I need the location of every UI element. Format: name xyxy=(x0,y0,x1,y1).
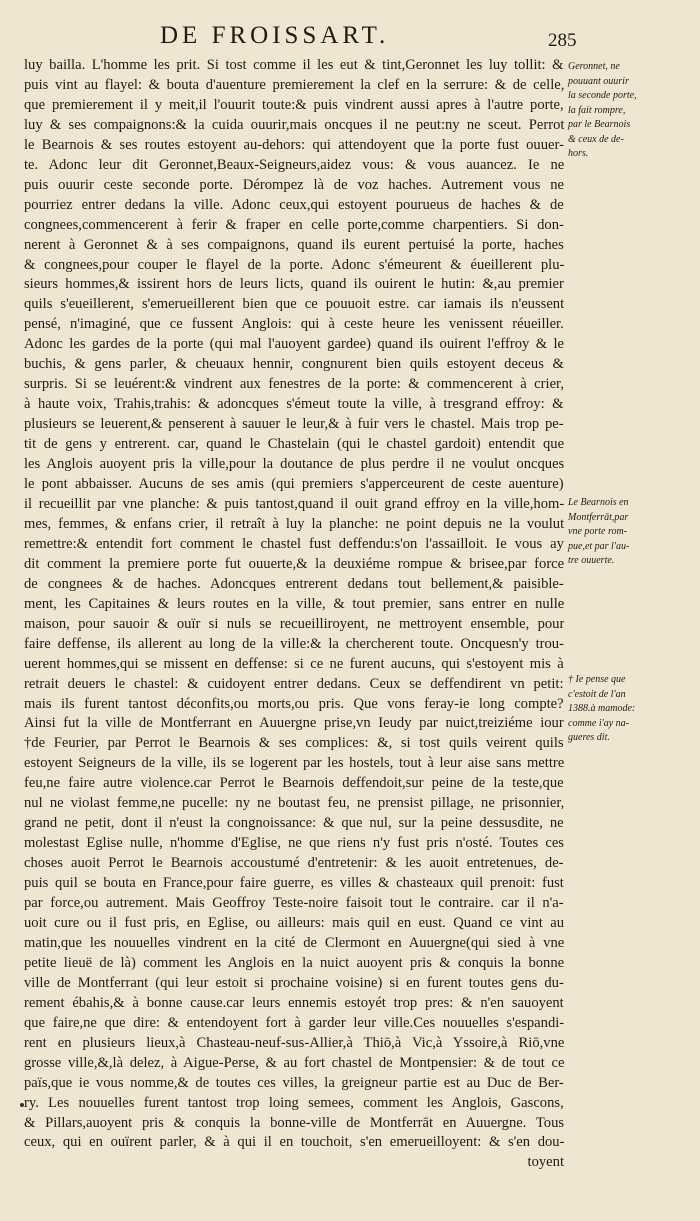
text-line: puis quil se bouta en France,pour faire guerre, es villes & chasteaux quil prenoit: fust xyxy=(24,875,564,892)
margin-note-line: comme i'ay na- xyxy=(568,717,630,729)
text-line: uoit cure ou il fust pris, en Eglise, ou ailleurs: mais quil en eust. Quand ce vint au xyxy=(24,914,564,931)
ink-speck xyxy=(20,1103,24,1107)
text-line: ry. Les nouuelles furent tantost trop loing semees, comment les Anglois, Gascons, xyxy=(24,1094,564,1111)
text-line: grosse ville,&,là delez, à Aigue-Perse, & au fort chastel de Montpensier: & de tout ce xyxy=(24,1054,564,1071)
text-line: il recueillit par vne planche: & puis tantost,quand il ouit grand effroy en la ville,hom- xyxy=(24,495,564,512)
text-line: toyent xyxy=(527,1154,564,1171)
margin-note-line: Le Bearnois en xyxy=(568,497,629,508)
margin-note-line: vne porte rom- xyxy=(568,526,628,537)
margin-note-line: c'estoit de l'an xyxy=(568,688,626,700)
text-line: remettre:& entendit fort comment le chastel fust deffendu:s'on l'assailloit. Ie vous ay xyxy=(24,535,564,552)
text-line: retrait deuers le chastel: & cuidoyent entrer dedans. Ceux se deffendirent vn petit: xyxy=(24,675,564,692)
margin-note-date xyxy=(568,673,686,746)
text-line: †de Feurier, par Perrot le Bearnois & ses complices: &, si tost quils veirent quils xyxy=(24,735,564,752)
margin-note-line: Montferrāt,par xyxy=(568,511,629,523)
margin-note-montferrant xyxy=(568,496,686,569)
text-line: tit de gens y entrerent. car, quand le Chastelain (qui le chastel gardoit) entendit que xyxy=(24,436,564,453)
margin-note-line: & ceux de de- xyxy=(568,133,624,145)
text-line: & Pillars,auoyent pris & conquis la bonne-ville de Montferrāt en Auuergne. Tous xyxy=(24,1114,564,1131)
text-line: grand ne petit, dont il n'eust la congnoissance: & que nul, sur la peine dessusdite, ne xyxy=(24,815,564,832)
text-line: que premierement il y meit,il l'ouurit toute:& puis vindrent aussi apres à l'autre porte, xyxy=(24,96,564,113)
margin-note-geronnet xyxy=(568,60,686,162)
text-line: faire deffense, ils allerent au long de la ville:& la chercherent toute. Oncquesn'y trou- xyxy=(24,635,564,652)
text-line: Ainsi fut la ville de Montferrant en Auuergne prise,vn Ieudy par nuict,treiziéme iour xyxy=(24,715,564,732)
text-line: surpris. Si se leuérent:& vindrent aux fenestres de la porte: & commencerent à crier, xyxy=(24,376,564,393)
text-line: plusieurs se leuerent,& penserent à sauuer le leur,& à fuir vers le chastel. Mais trop pe- xyxy=(24,416,564,433)
body-text xyxy=(24,56,564,1173)
text-line: choses auoit Perrot le Bearnois accoustumé d'entretenir: & les auoit entretenues, de- xyxy=(24,855,564,872)
margin-note-line: hors. xyxy=(568,148,589,159)
text-line: mes, femmes, & enfans crier, il retraît à luy la planche: ne point depuis ne la voulut xyxy=(24,515,564,532)
margin-note-line: tre ouuerte. xyxy=(568,555,615,566)
text-line: le pont abbaisser. Aucuns de ses amis (qui premiers s'apperceurent de ceste auenture) xyxy=(24,476,564,493)
text-line: les Anglois auoyent pris la ville,pour la doutance de plus perdre il ne voulut oncques xyxy=(24,456,564,473)
text-line: & congnees,pour couper le flayel de la porte. Adonc s'émeurent & éueillerent plu- xyxy=(24,256,564,273)
text-line: pensé, n'imaginé, que ce fussent Anglois: qui à ceste heure les venissent réueiller. xyxy=(24,316,564,333)
text-line: ceux, qui en ouïrent parler, & à qui il en touchoit, s'en emerueilloyent: & s'en dou- xyxy=(24,1134,564,1151)
text-line: uerent hommes,qui se missent en deffense: si ce ne furent aucuns, qui s'estoyent mis à xyxy=(24,655,564,672)
margin-note-line: la fait rompre, xyxy=(568,104,626,116)
text-line: sieurs hommes,& issirent hors de leurs licts, quand ils ouirent le hutin: &,au premier xyxy=(24,276,564,293)
text-line: maison, pour sauoir & ouïr si nuls se recueilliroyent, ne mettroyent ensemble, pour xyxy=(24,615,564,632)
margin-note-line: la seconde porte, xyxy=(568,90,637,101)
text-line: ment, les Capitaines & leurs routes en la ville, & tout premier, sans entrer en nulle xyxy=(24,595,564,612)
text-line: dit comment la premiere porte fut ouuerte,& la deuxiéme rompue & brisee,par force xyxy=(24,555,564,572)
margin-note-line: pouuant ouurir xyxy=(568,75,629,87)
text-line: molestast Eglise nulle, n'homme d'Eglise, ne que riens n'y fust pris n'osté. Toutes ces xyxy=(24,835,564,852)
running-head: DE FROISSART. xyxy=(160,22,390,49)
text-line: estoyent Seigneurs de la ville, ils se logerent par les hostels, tout à leur aise sans mettre xyxy=(24,755,564,772)
text-line: feu,ne faire autre violence.car Perrot le Bearnois deffendoit,sur peine de la teste,que xyxy=(24,775,564,792)
margin-note-line: † Ie pense que xyxy=(568,674,626,685)
margin-note-line: Geronnet, ne xyxy=(568,61,620,72)
text-line: pourriez entrer dedans la ville. Adonc ceux,qui estoyent pourueus de haches & de xyxy=(24,196,564,213)
text-line: petite lieuë de là) comment les Anglois en la nuict auoyent pris & conquis la bonne xyxy=(24,954,564,971)
text-line: puis vint au flayel: & bouta d'auenture premierement la clef en la serrure: & de celle, xyxy=(24,76,564,93)
text-line: matin,que les nouuelles vindrent en la cité de Clermont en Auuergne(qui sied à vne xyxy=(24,934,564,951)
margin-note-line: 1388.à mamode: xyxy=(568,703,636,714)
text-line: luy bailla. L'homme les prit. Si tost comme il les eut & tint,Geronnet les luy tollit: & xyxy=(24,57,564,73)
text-line: à haute voix, Trahis,trahis: & adoncques s'émeut toute la ville, à tresgrand effroy: & xyxy=(24,396,564,413)
text-line: puis ouurir ceste seconde porte. Dérompez là de voz haches. Autrement vous ne xyxy=(24,176,564,193)
text-line: mais ils furent tantost déconfits,ou morts,ou pris. Que vons feray-ie long compte? xyxy=(24,695,564,712)
text-line: luy & ses compaignons:& la cuida ouurir,mais oncques il ne peut:ny ne sceut. Perrot xyxy=(24,116,564,133)
margin-note-line: gueres dit. xyxy=(568,732,610,743)
margin-note-line: pue,et par l'au- xyxy=(568,540,630,552)
text-line: le Bearnois & ses routes estoyent au-dehors: qui attendoyent que la porte fust ouuer- xyxy=(24,136,564,153)
text-line: rement ébahis,& à bonne cause.car leurs ennemis estoyét trop pres: & n'en sauoyent xyxy=(24,994,564,1011)
text-line: nul ne violast femme,ne pucelle: ny ne boutast feu, ne prensist pillage, ne prisonnier, xyxy=(24,795,564,812)
text-line: de congnees & de haches. Adoncques entrerent dedans tout bellement,& paisible- xyxy=(24,575,564,592)
page-number: 285 xyxy=(548,30,577,51)
text-line: buchis, & gens parler, & cheuaux hennir, congnurent bien quils estoyent deceus & xyxy=(24,356,564,373)
text-line: ville de Montferrant (qui leur estoit si prochaine voisine) si en furent toutes gens du- xyxy=(24,974,564,991)
margin-note-line: par le Bearnois xyxy=(568,119,631,130)
text-line: te. Adonc leur dit Geronnet,Beaux-Seigneurs,aidez vous: & vous auancez. Ie ne xyxy=(24,156,564,173)
text-line: Adonc les gardes de la porte (qui mal l'auoyent gardee) quand ils ouirent l'effroy & le xyxy=(24,336,564,353)
text-line: que faire,ne que dire: & entendoyent fort à garder leur ville.Ces nouuelles s'espandi- xyxy=(24,1014,564,1031)
text-line: congnees,commencerent à ferir & fraper en celle porte,comme charpentiers. Si don- xyxy=(24,216,564,233)
text-line: païs,que ie vous nomme,& de toutes ces villes, la greigneur partie est au Duc de Ber- xyxy=(24,1074,564,1091)
text-line: nerent à Geronnet & à ses compaignons, quand ils eurent pertuisé la porte, haches xyxy=(24,236,564,253)
text-line: rent en plusieurs lieux,à Chasteau-neuf-sus-Allier,à Thiō,à Vic,à Yssoire,à Riō,vne xyxy=(24,1034,564,1051)
text-line: par force,ou autrement. Mais Geoffroy Teste-noire faisoit tout le contraire. car il n'a- xyxy=(24,895,564,912)
text-line: quils s'eueillerent, s'emerueillerent bien que ce pouuoit estre. car iamais ils n'eussent xyxy=(24,296,564,313)
